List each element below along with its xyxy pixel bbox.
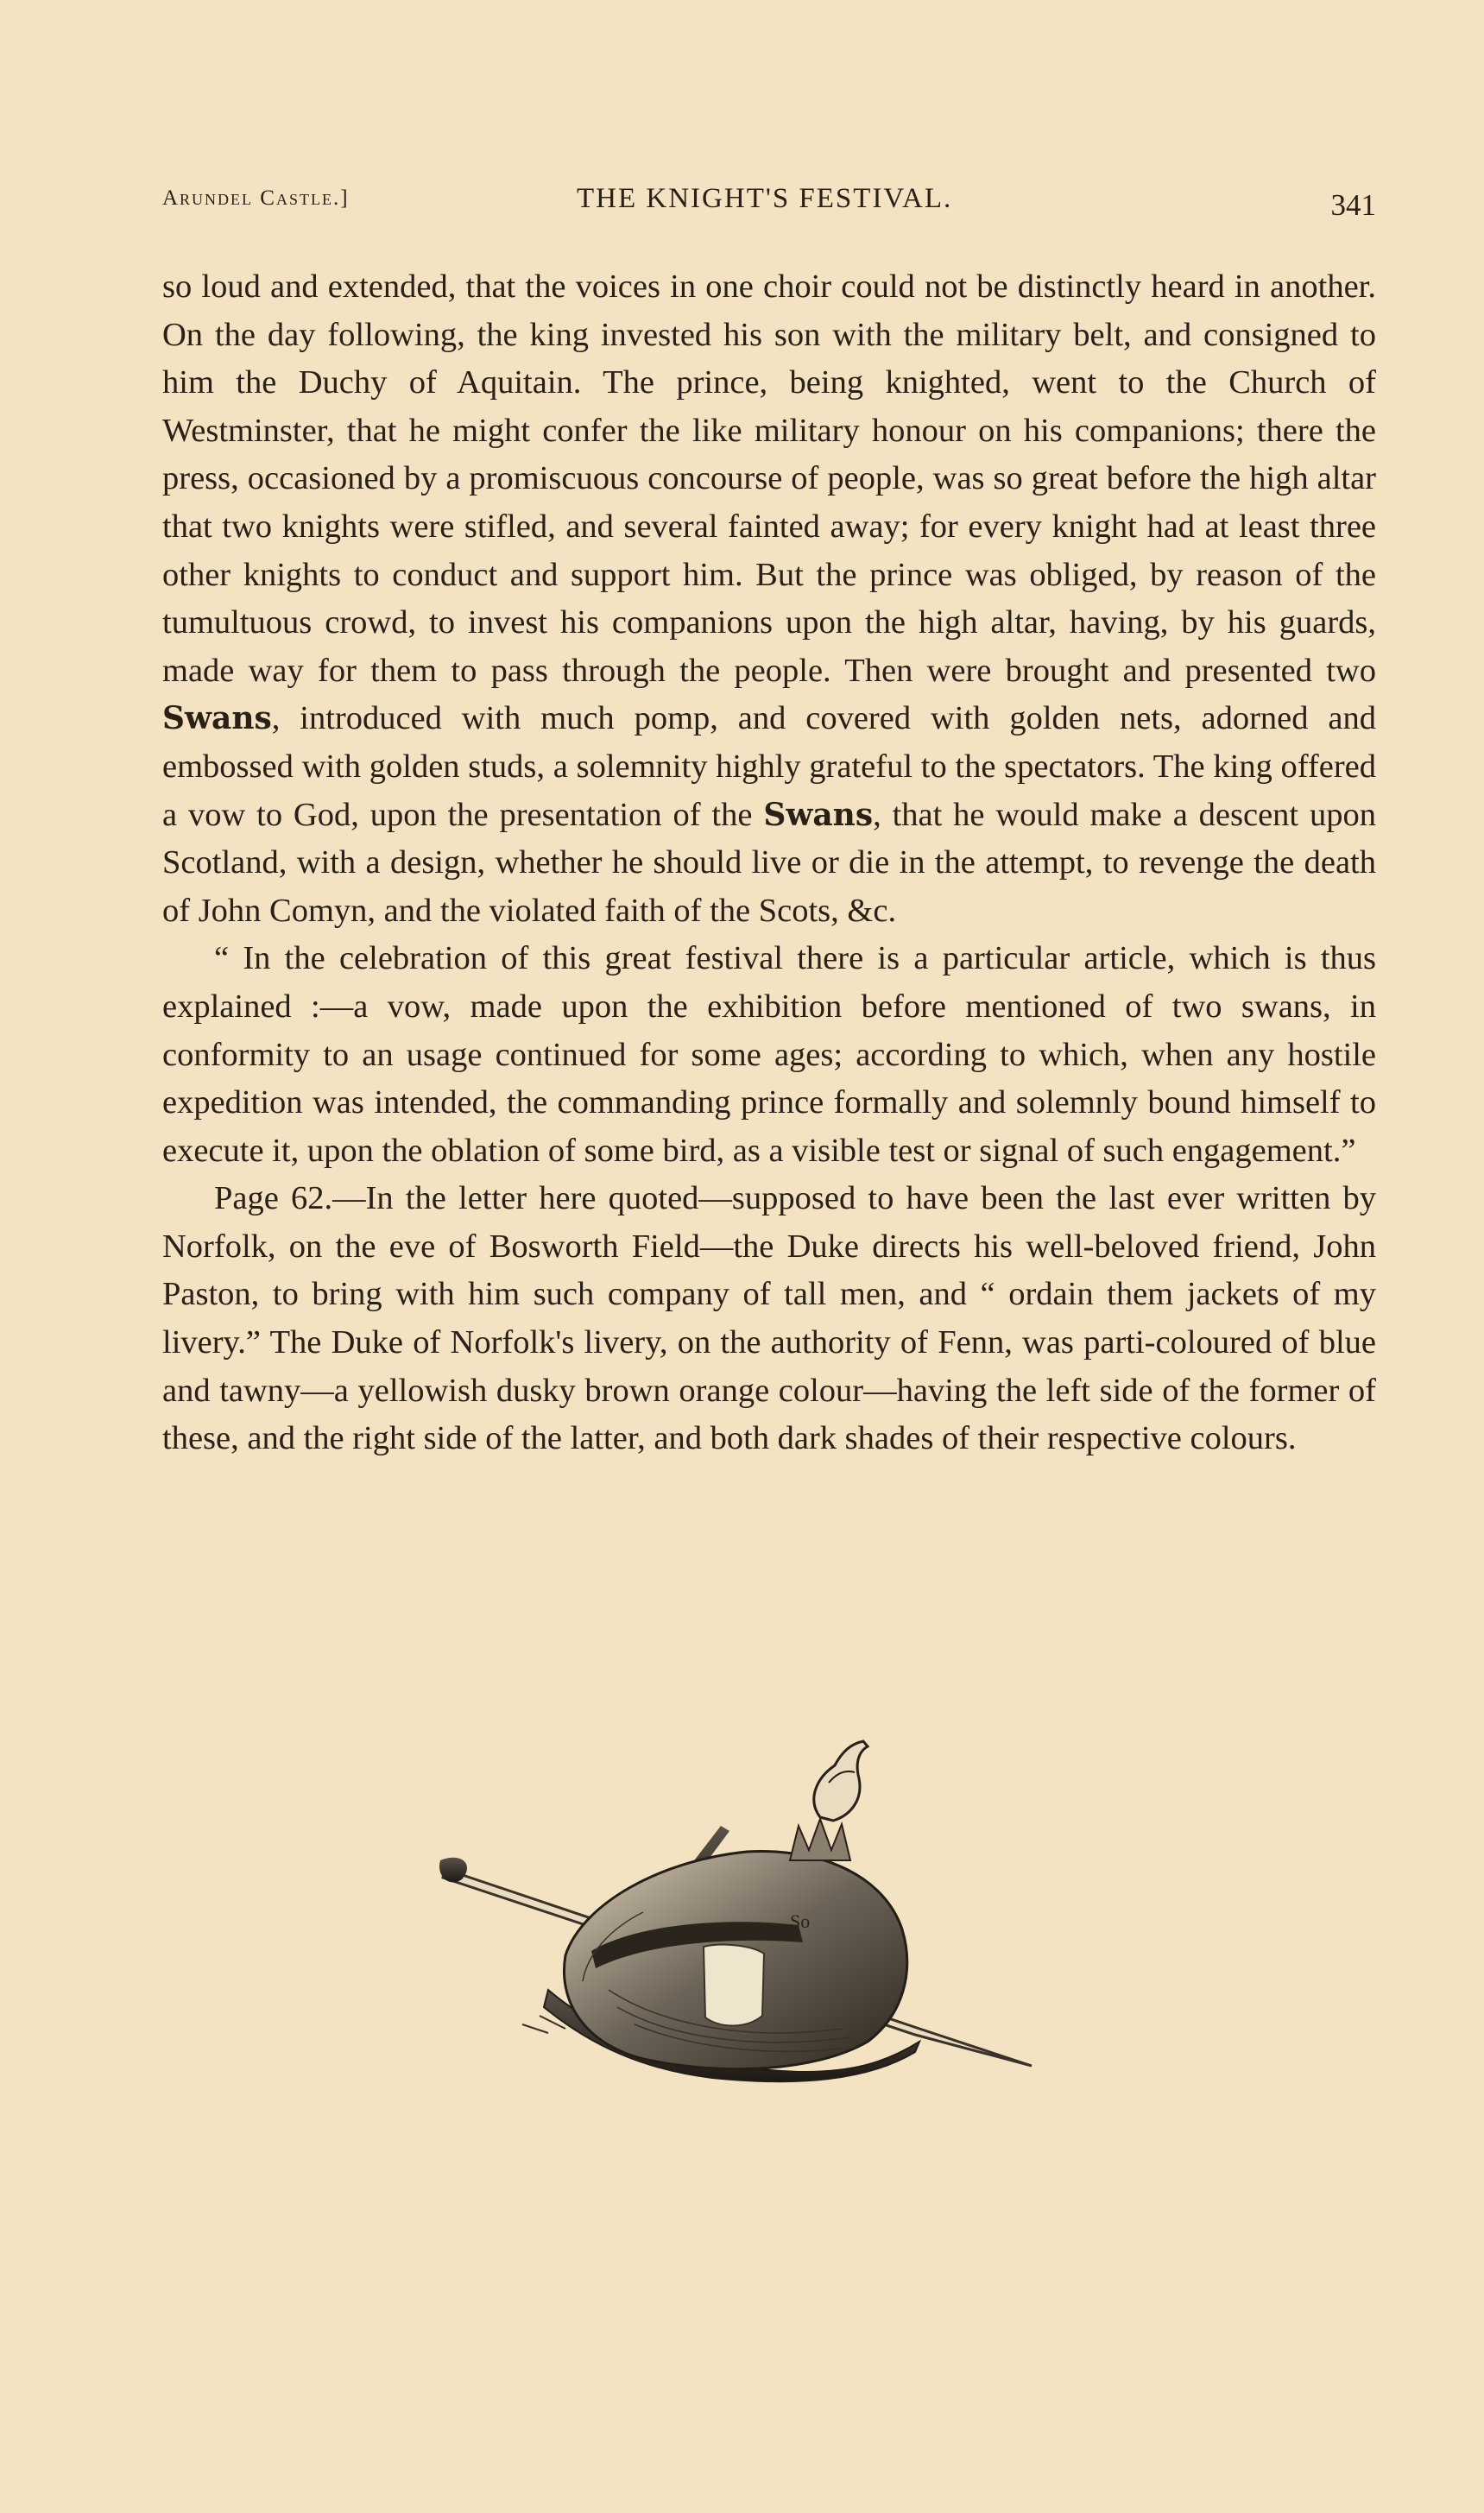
bird-crest-icon	[814, 1741, 868, 1821]
paragraph-2: “ In the celebration of this great festival there is a particular article, which is thus explained :—a vow, made upon the exhibition before mentioned of two swans, in conformity to an usage continued for some ages; according to which, when any hostile expedition was intended, the commanding prince formally and solemnly bound himself to execute it, upon the oblation of some bird, as a visible test or signal of such engagement.”	[162, 940, 1376, 1169]
body-text	[162, 263, 1376, 1463]
helm-face-plate	[704, 1945, 764, 2026]
running-head-title: THE KNIGHT'S FESTIVAL.	[577, 183, 953, 214]
swans-word: Swans	[162, 700, 272, 737]
paragraph-1-text-a: so loud and extended, that the voices in one choir could not be distinctly heard in another. On the day following, the king invested his son with the military belt, and consigned to him the Duchy of Aquitain. The prince, being knighted, went to the Church of Westminster, that he might confer the like military honour on his companions; there the press, occasioned by a promiscuous concourse of people, was so great before the high altar that two knights were stifled, and several fainted away; for every knight had at least three other knights to conduct and support him. But the prince was obliged, by reason of the tumultuous crowd, to invest his companions upon the high altar, having, by his guards, made way for them to pass through the people. Then were brought and presented two	[162, 268, 1376, 689]
paragraph-1-text-c: , that he would make a descent upon Scotland, with a design, whether he should live or die in the attempt, to revenge the death of John Comyn, and the violated faith of the Scots, &c.	[162, 796, 1376, 929]
paragraph-1-text-b: , introduced with much pomp, and covered with golden nets, adorned and embossed with golden studs, a solemnity highly grateful to the spectators. The king offered a vow to God, upon the presentation of the	[162, 700, 1376, 833]
paragraph-3: Page 62.—In the letter here quoted—supposed to have been the last ever written by Norfolk, on the eve of Bosworth Field—the Duke directs his well-beloved friend, John Paston, to bring with him such company of tall men, and “ ordain them jackets of my livery.” The Duke of Norfolk's livery, on the authority of Fenn, was parti-coloured of blue and tawny—a yellowish dusky brown orange colour—having the left side of the former of these, and the right side of the latter, and both dark shades of their respective colours.	[162, 1180, 1376, 1457]
running-header	[162, 183, 1376, 235]
running-head-left: Arundel Castle.]	[162, 186, 350, 210]
helm-and-sword-vignette	[436, 1731, 1109, 2141]
helm-inscription: So	[790, 1910, 811, 1932]
swans-word: Swans	[763, 796, 874, 833]
crown-icon	[790, 1819, 850, 1860]
page-number: 341	[1330, 188, 1376, 222]
paragraph-1	[162, 263, 1376, 935]
